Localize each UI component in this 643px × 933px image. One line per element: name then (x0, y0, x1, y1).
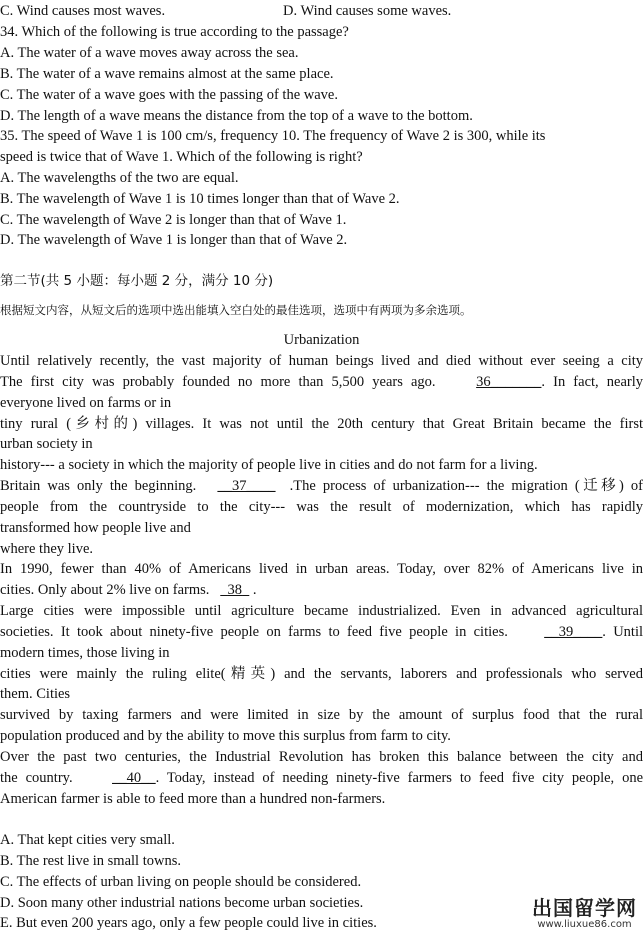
section-instruction: 根据短文内容，从短文后的选项中选出能填入空白处的最佳选项，选项中有两项为多余选项。 (0, 303, 472, 317)
q35-stem-line2: speed is twice that of Wave 1. Which of the following is right? (0, 149, 363, 165)
q34-option-c: C. The water of a wave goes with the passing of the wave. (0, 87, 338, 103)
q33-option-d: D. Wind causes some waves. (283, 3, 452, 19)
passage-line: survived by taxing farmers and were limited in size by the amount of surplus food that the rural (0, 707, 643, 723)
q33-option-c: C. Wind causes most waves. (0, 3, 166, 19)
q35-option-d: D. The wavelength of Wave 1 is longer than that of Wave 2. (0, 232, 348, 248)
passage-line: Britain was only the beginning. __37____ .The process of urbanization--- the migration (迁移) of (0, 478, 643, 494)
q34-option-d: D. The length of a wave means the distance from the top of a wave to the bottom. (0, 108, 473, 124)
top-options-row (0, 2, 452, 21)
q34-stem: 34. Which of the following is true according to the passage? (0, 24, 349, 40)
passage-line: In 1990, fewer than 40% of Americans lived in urban areas. Today, over 82% of Americans live in (0, 561, 643, 577)
option-d: D. Soon many other industrial nations become urban societies. (0, 895, 364, 911)
watermark-cn: 出国留学网 (532, 896, 637, 920)
q34-option-b: B. The water of a wave remains almost at the same place. (0, 66, 334, 82)
blank-40: __40__ (112, 770, 156, 786)
blank-36: 36_______ (476, 374, 542, 390)
passage-line: people from the countryside to the city--- was the result of modernization, which has rapidly (0, 499, 643, 515)
passage-line: Until relatively recently, the vast majority of human beings lived and died without ever seeing a city (0, 353, 643, 369)
passage-line: transformed how people live and (0, 520, 191, 536)
passage-line: history--- a society in which the majority of people live in cities and do not farm for a living. (0, 457, 538, 473)
section-heading: 第二节(共 5 小题：每小题 2 分，满分 10 分) (0, 273, 274, 289)
passage-line: them. Cities (0, 686, 71, 702)
option-a: A. That kept cities very small. (0, 832, 175, 848)
q35-stem-line1: 35. The speed of Wave 1 is 100 cm/s, frequency 10. The frequency of Wave 2 is 300, while its (0, 128, 546, 144)
watermark-url: www.liuxue86.com (537, 919, 632, 930)
q34-option-a: A. The water of a wave moves away across the sea. (0, 45, 299, 61)
passage-line: modern times, those living in (0, 645, 170, 661)
blank-38: 38 (227, 582, 243, 598)
passage-line: everyone lived on farms or in (0, 395, 172, 411)
blank-39: __39____ (544, 624, 603, 640)
option-e: E. But even 200 years ago, only a few people could live in cities. (0, 915, 377, 931)
passage-line: where they live. (0, 541, 94, 557)
passage-line: societies. It took about ninety-five people on farms to feed five people in cities. __39____. Until (0, 624, 643, 640)
option-c: C. The effects of urban living on people should be considered. (0, 874, 362, 890)
blank-37: __37____ (217, 478, 276, 494)
q35-option-a: A. The wavelengths of the two are equal. (0, 170, 239, 186)
passage-line: American farmer is able to feed more than a hundred non-farmers. (0, 791, 386, 807)
passage-line: cities. Only about 2% live on farms. 38 . (0, 582, 257, 598)
passage-line: urban society in (0, 436, 93, 452)
q35-option-b: B. The wavelength of Wave 1 is 10 times longer than that of Wave 2. (0, 191, 400, 207)
passage-line: population produced and by the ability to move this surplus from farm to city. (0, 728, 451, 744)
passage-line: tiny rural (乡村的) villages. It was not until the 20th century that Great Britain became the first (0, 416, 643, 432)
q35-option-c: C. The wavelength of Wave 2 is longer than that of Wave 1. (0, 212, 347, 228)
site-watermark (532, 892, 637, 930)
passage-line: the country. __40__. Today, instead of needing ninety-five farmers to feed five city people, one (0, 770, 643, 786)
passage-line: Large cities were impossible until agriculture became industrialized. Even in advanced agricultural (0, 603, 643, 619)
passage-line: The first city was probably founded no more than 5,500 years ago. 36_______. In fact, nearly (0, 374, 643, 390)
passage-line: cities were mainly the ruling elite(精英) and the servants, laborers and professionals who served (0, 666, 643, 682)
passage-line: Over the past two centuries, the Industrial Revolution has broken this balance between the city and (0, 749, 643, 765)
passage-title: Urbanization (283, 332, 360, 348)
option-b: B. The rest live in small towns. (0, 853, 181, 869)
